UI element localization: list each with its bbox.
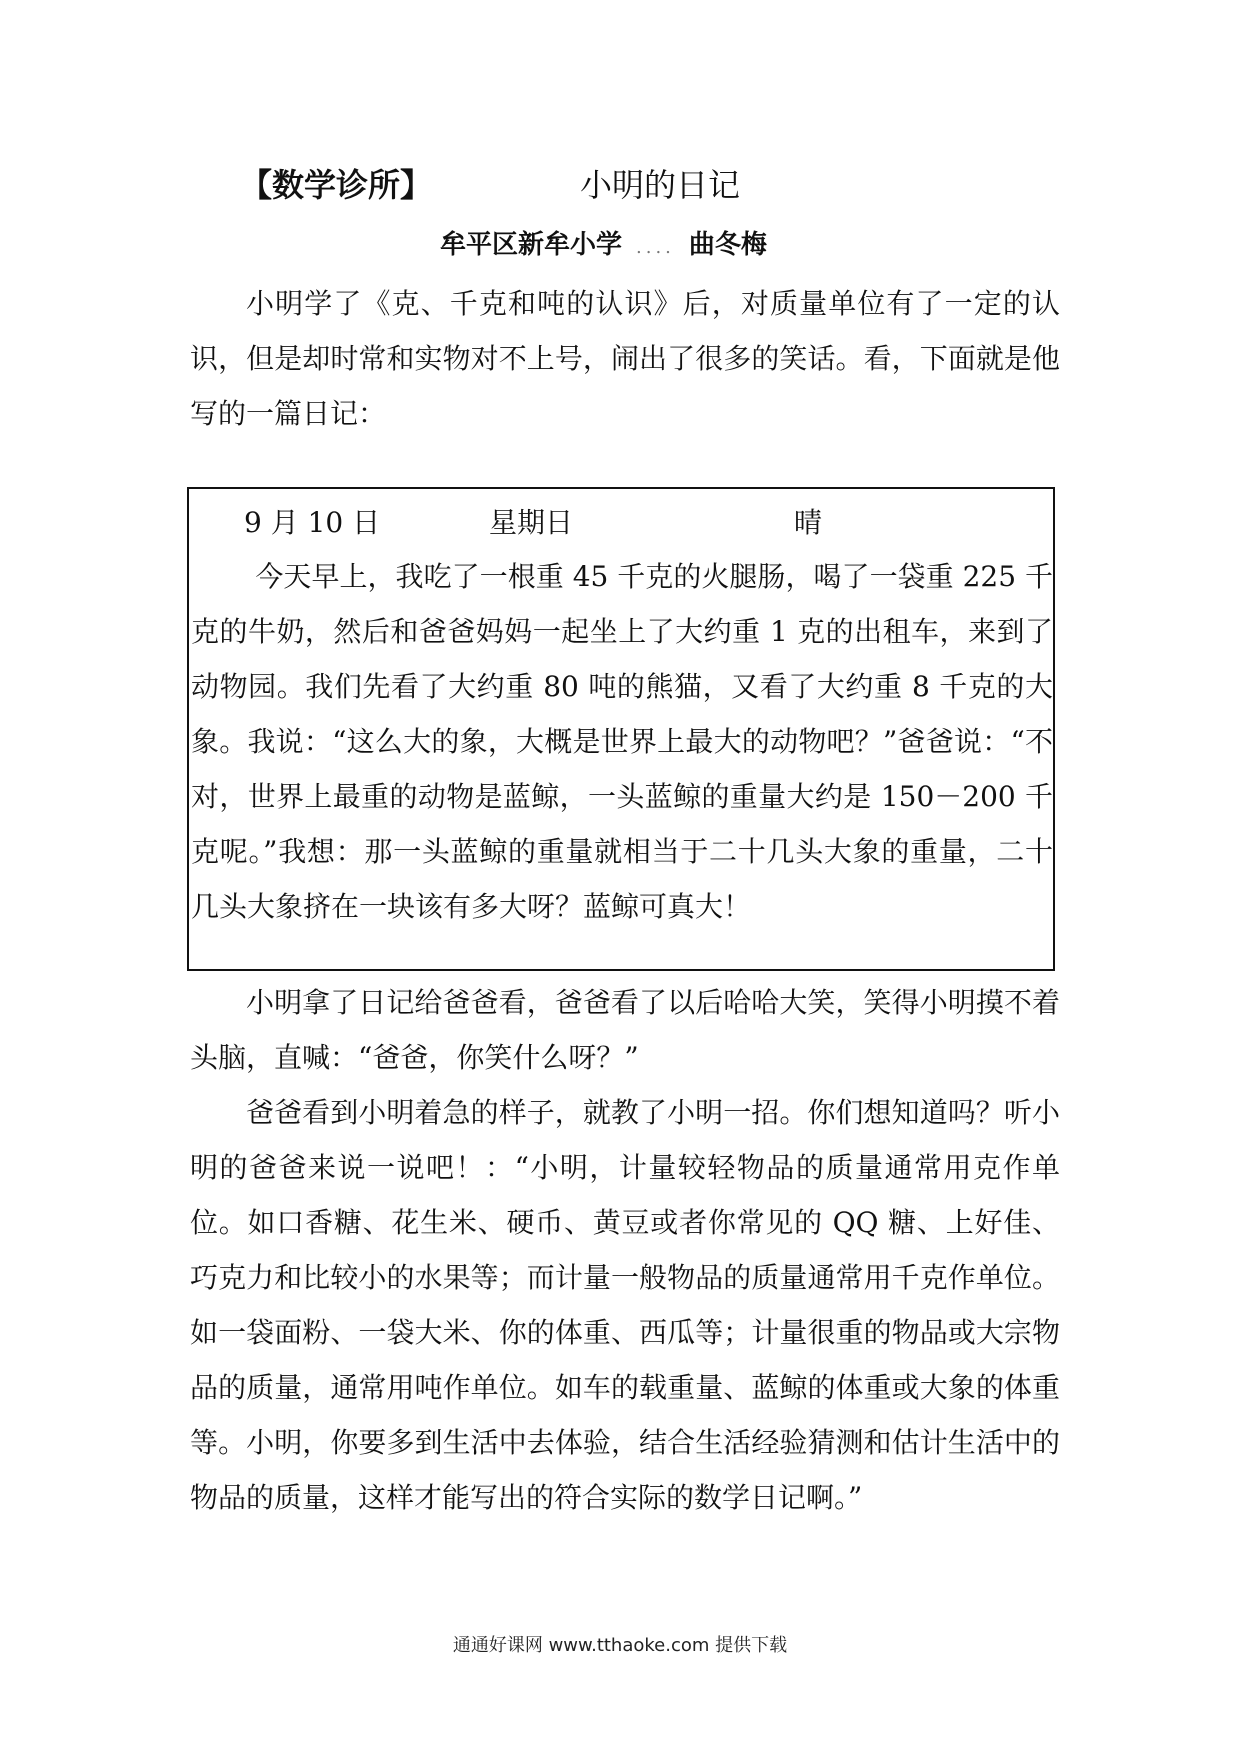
author-line xyxy=(440,225,900,265)
diary-header xyxy=(189,499,1053,547)
after-paragraph: 小明拿了日记给爸爸看，爸爸看了以后哈哈大笑，笑得小明摸不着头脑，直喊：“爸爸，你笑什么呀？” xyxy=(190,986,1060,1074)
intro-paragraph: 小明学了《克、千克和吨的认识》后，对质量单位有了一定的认识，但是却时常和实物对不上号，闹出了很多的笑话。看，下面就是他写的一篇日记： xyxy=(190,287,1060,430)
diary-weekday: 星期日 xyxy=(489,506,574,539)
author-dots: .... xyxy=(636,237,675,258)
advice-paragraph: 爸爸看到小明着急的样子，就教了小明一招。你们想知道吗？听小明的爸爸来说一说吧！：“小明，计量较轻物品的质量通常用克作单位。如口香糖、花生米、硬币、黄豆或者你常见的 QQ 糖、上好佳、巧克力和比较小的水果等；而计量一般物品的质量通常用千克作单位。如一袋面粉、一袋大米、你的体重、西瓜等；计量很重的物品或大宗物品的质量，通常用吨作单位。如车的载重量、蓝鲸的体重或大象的体重等。小明，你要多到生活中去体验，结合生活经验猜测和估计生活中的物品的质量，这样才能写出的符合实际的数学日记啊。” xyxy=(190,1096,1060,1514)
diary-body: 今天早上，我吃了一根重 45 千克的火腿肠，喝了一袋重 225 千克的牛奶，然后和爸爸妈妈一起坐上了大约重 1 克的出租车，来到了动物园。我们先看了大约重 80 吨的熊猫，又看了大约重 8 千克的大象。我说：“这么大的象，大概是世界上最大的动物吧？”爸爸说：“不对，世界上最重的动物是蓝鲸，一头蓝鲸的重量大约是 150－200 千克呢。”我想：那一头蓝鲸的重量就相当于二十几头大象的重量，二十几头大象挤在一块该有多大呀？蓝鲸可真大！ xyxy=(191,560,1053,923)
author-school: 牟平区新牟小学 xyxy=(440,230,623,260)
page-title: 小明的日记 xyxy=(580,166,741,204)
title-row xyxy=(240,160,1040,210)
author-name: 曲冬梅 xyxy=(688,230,767,260)
section-label: 【数学诊所】 xyxy=(240,166,433,204)
diary-date: 9 月 10 日 xyxy=(244,506,381,539)
diary-box xyxy=(187,487,1055,971)
footer-text: 通通好课网 www.tthaoke.com 提供下载 xyxy=(452,1635,788,1656)
diary-weather: 晴 xyxy=(794,506,823,539)
